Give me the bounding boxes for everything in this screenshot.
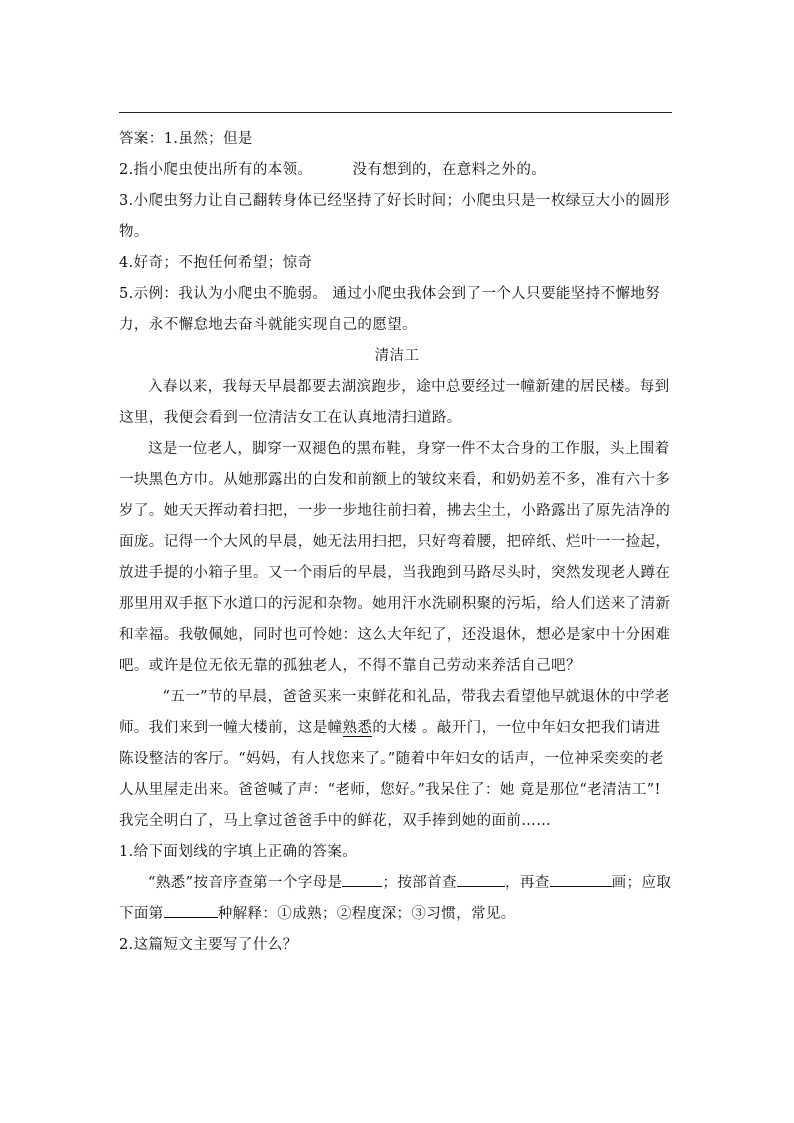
answer-2 xyxy=(119,155,675,186)
answer-blank-radical[interactable] xyxy=(457,872,505,887)
answer-blank-strokes[interactable] xyxy=(550,872,612,887)
underlined-word: 熟悉 xyxy=(342,720,373,736)
article-title: 清洁工 xyxy=(374,348,420,364)
article-paragraph-1: 入春以来，我每天早晨都要去湖滨跑步，途中总要经过一幢新建的居民楼。每到这里，我便会看到一位清洁女工在认真地清扫道路。 xyxy=(119,379,670,426)
answer-2-part2: 没有想到的，在意料之外的。 xyxy=(352,162,547,178)
article-paragraph-3: “五一”节的早晨，爸爸买来一束鲜花和礼品，带我去看望他早就退休的中学老师。我们来到一幢大楼前，这是幢熟悉的大楼 。敲开门，一位中年妇女把我们请进陈设整洁的客厅。“妈妈，有人找您来了。”随着中年妇女的话声，一位神采奕奕的老人从里屋走出来。爸爸喊了声：“老师，您好。”我呆住了：她 竟是那位“老清洁工”!我完全明白了，马上拿过爸爸手中的鲜花，双手捧到她的面前…… xyxy=(119,689,670,829)
article-paragraph-2: 这是一位老人，脚穿一双褪色的黑布鞋，身穿一件不太合身的工作服，头上围着一块黑色方巾。从她那露出的白发和前额上的皱纹来看，和奶奶差不多，准有六十多岁了。她天天挥动着扫把，一步一步地往前扫着，拂去尘土，小路露出了原先洁净的面庞。记得一个大风的早晨，她无法用扫把，只好弯着腰，把碎纸、烂叶一一捡起，放进手提的小箱子里。又一个雨后的早晨，当我跑到马路尽头时，突然发现老人蹲在那里用双手抠下水道口的污泥和杂物。她用汗水洗刷积聚的污垢，给人们送来了清新和幸福。我敬佩她，同时也可怜她：这么大年纪了，还没退休，想必是家中十分困难吧。或许是位无依无靠的孤独老人，不得不靠自己劳动来养活自己吧？ xyxy=(119,441,671,674)
answer-5: 5.示例：我认为小爬虫不脆弱。 通过小爬虫我体会到了一个人只要能坚持不懈地努力，永不懈怠地去奋斗就能实现自己的愿望。 xyxy=(119,286,661,333)
question-1-body: “熟悉”按音序查第一个字母是 ；按部首查 ，再查 画；应取下面第 种解释：①成熟；②程度深；③习惯，常见。 xyxy=(119,868,675,930)
question-1: 1.给下面划线的字填上正确的答案。 xyxy=(119,844,358,860)
header-rule xyxy=(119,112,672,113)
question-2: 2.这篇短文主要写了什么？ xyxy=(119,937,298,953)
document-body xyxy=(119,124,675,961)
answer-3: 3.小爬虫努力让自己翻转身体已经坚持了好长时间；小爬虫只是一枚绿豆大小的圆形物。 xyxy=(119,193,671,240)
answer-blank-meaning[interactable] xyxy=(164,903,218,918)
answer-2-part1: 2.指小爬虫使出所有的本领。 xyxy=(119,162,313,178)
answer-1: 答案：1.虽然；但是 xyxy=(119,131,253,147)
answer-blank-initial[interactable] xyxy=(342,872,382,887)
answer-4: 4.好奇；不抱任何希望；惊奇 xyxy=(119,255,313,271)
